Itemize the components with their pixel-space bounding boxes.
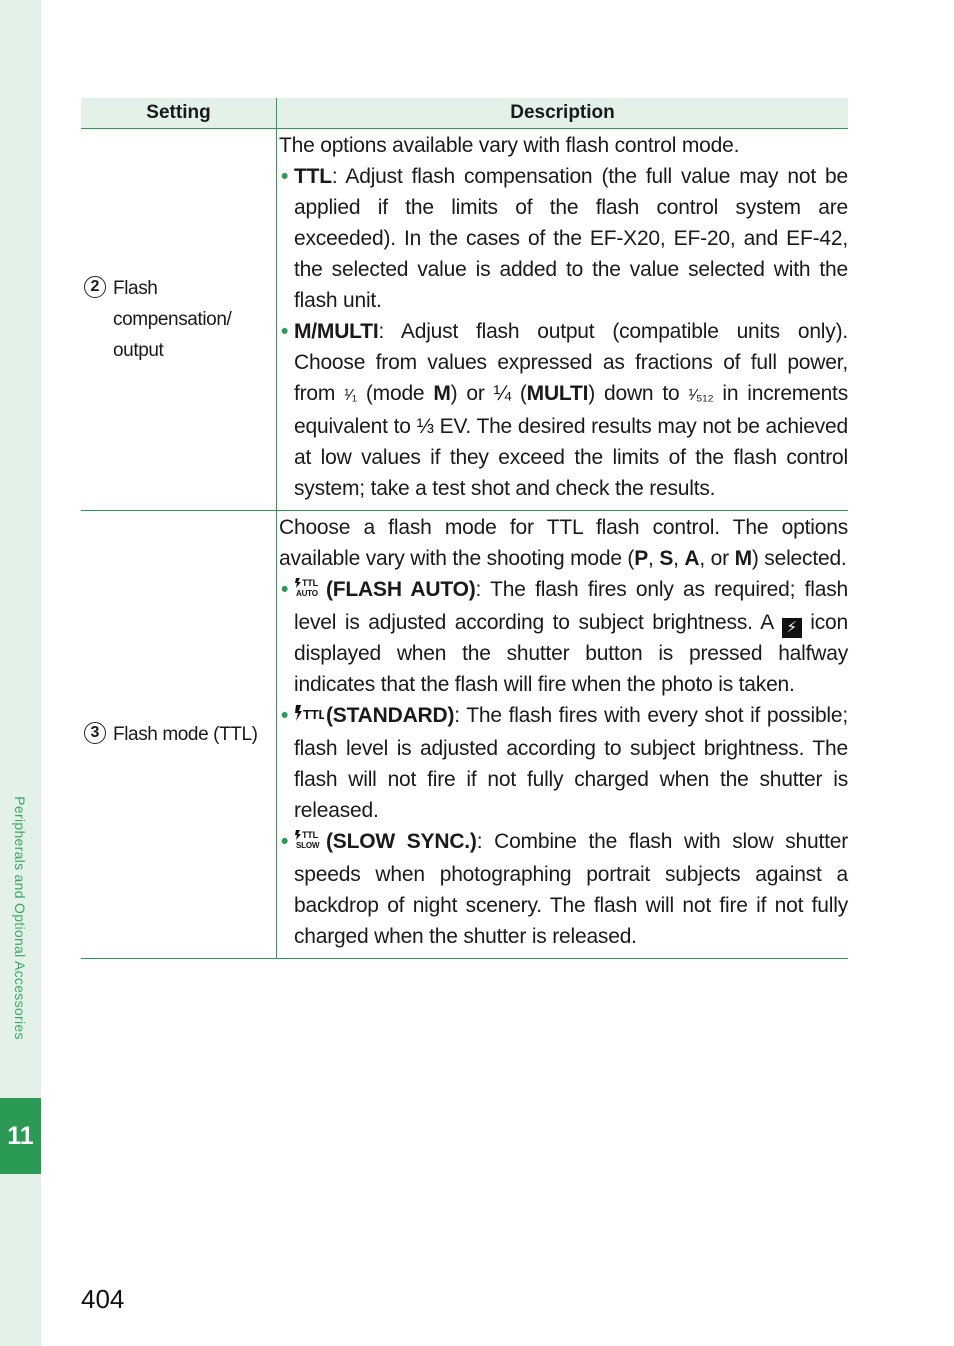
svg-text:SLOW: SLOW [296,841,320,850]
setting-name: Flash compensation/ output [113,278,232,361]
setting-cell [81,511,277,958]
flash-ttl-auto-icon [294,576,324,607]
svg-text:TTL: • TTL [302,578,318,588]
option-keyword: TTL [294,165,332,188]
setting-cell [81,129,277,510]
description-cell [277,129,848,510]
page-number: 404 [81,1284,125,1314]
callout-number: 3 [84,722,106,744]
settings-table [81,98,848,959]
table-row [81,129,848,511]
svg-text:TTL: • TTL [302,830,318,840]
list-item: • TTL AUTO (FLASH AUTO): The flash fires only as required; flash level is adjusted according to subject brightness. A ⚡ icon displayed when the shutter button is pressed halfway indicates that the flash will fire when the photo is taken. [279,574,848,700]
flash-ttl-slow-icon [294,828,324,859]
flash-icon: ⚡ [782,618,802,638]
option-keyword: (FLASH AUTO) [326,578,476,601]
section-label: Peripherals and Optional Accessories [12,796,28,1040]
svg-text:TTL: • TTL [303,707,324,722]
list-item: • M/MULTI: Adjust flash output (compatible units only). Choose from values expressed as fractions of full power, from ¹⁄₁ (mode M) or ¼ (MULTI) down to ¹⁄₅₁₂ in increments equivalent to ⅓ EV. The desired results may not be achieved at low values if they exceed the limits of the flash control system; take a test shot and check the results. [279,316,848,504]
list-item: • TTL (STANDARD): The flash fires with every shot if possible; flash level is adjusted according to subject brightness. The flash will not fire if not fully charged when the shutter is released. [279,700,848,826]
setting-name: Flash mode (TTL) [113,724,258,745]
description-intro: The options available vary with flash control mode. [279,134,740,157]
callout-number: 2 [84,276,106,298]
table-header [81,98,848,129]
description-intro: Choose a flash mode for TTL flash control. The options available vary with the shooting mode (P, S, A, or M) selected. [279,516,848,570]
svg-text:AUTO: AUTO [296,589,318,598]
option-keyword: M/MULTI [294,320,379,343]
header-setting: Setting [81,98,277,128]
flash-ttl-standard-icon [294,702,324,733]
list-item: • TTL: Adjust flash compensation (the full value may not be applied if the limits of the flash control system are exceeded). In the cases of the EF-X20, EF-20, and EF-42, the selected value is added to the value selected with the flash unit. [279,161,848,316]
description-cell [277,511,848,958]
table-row [81,511,848,959]
option-keyword: (SLOW SYNC.) [326,830,477,853]
header-description: Description [510,102,615,123]
chapter-tab[interactable]: 11 [0,1098,41,1174]
list-item: • TTL SLOW (SLOW SYNC.): Combine the flash with slow shutter speeds when photographing portrait subjects against a backdrop of night scenery. The flash will not fire if not fully charged when the shutter is released. [279,826,848,952]
option-keyword: (STANDARD) [326,704,455,727]
